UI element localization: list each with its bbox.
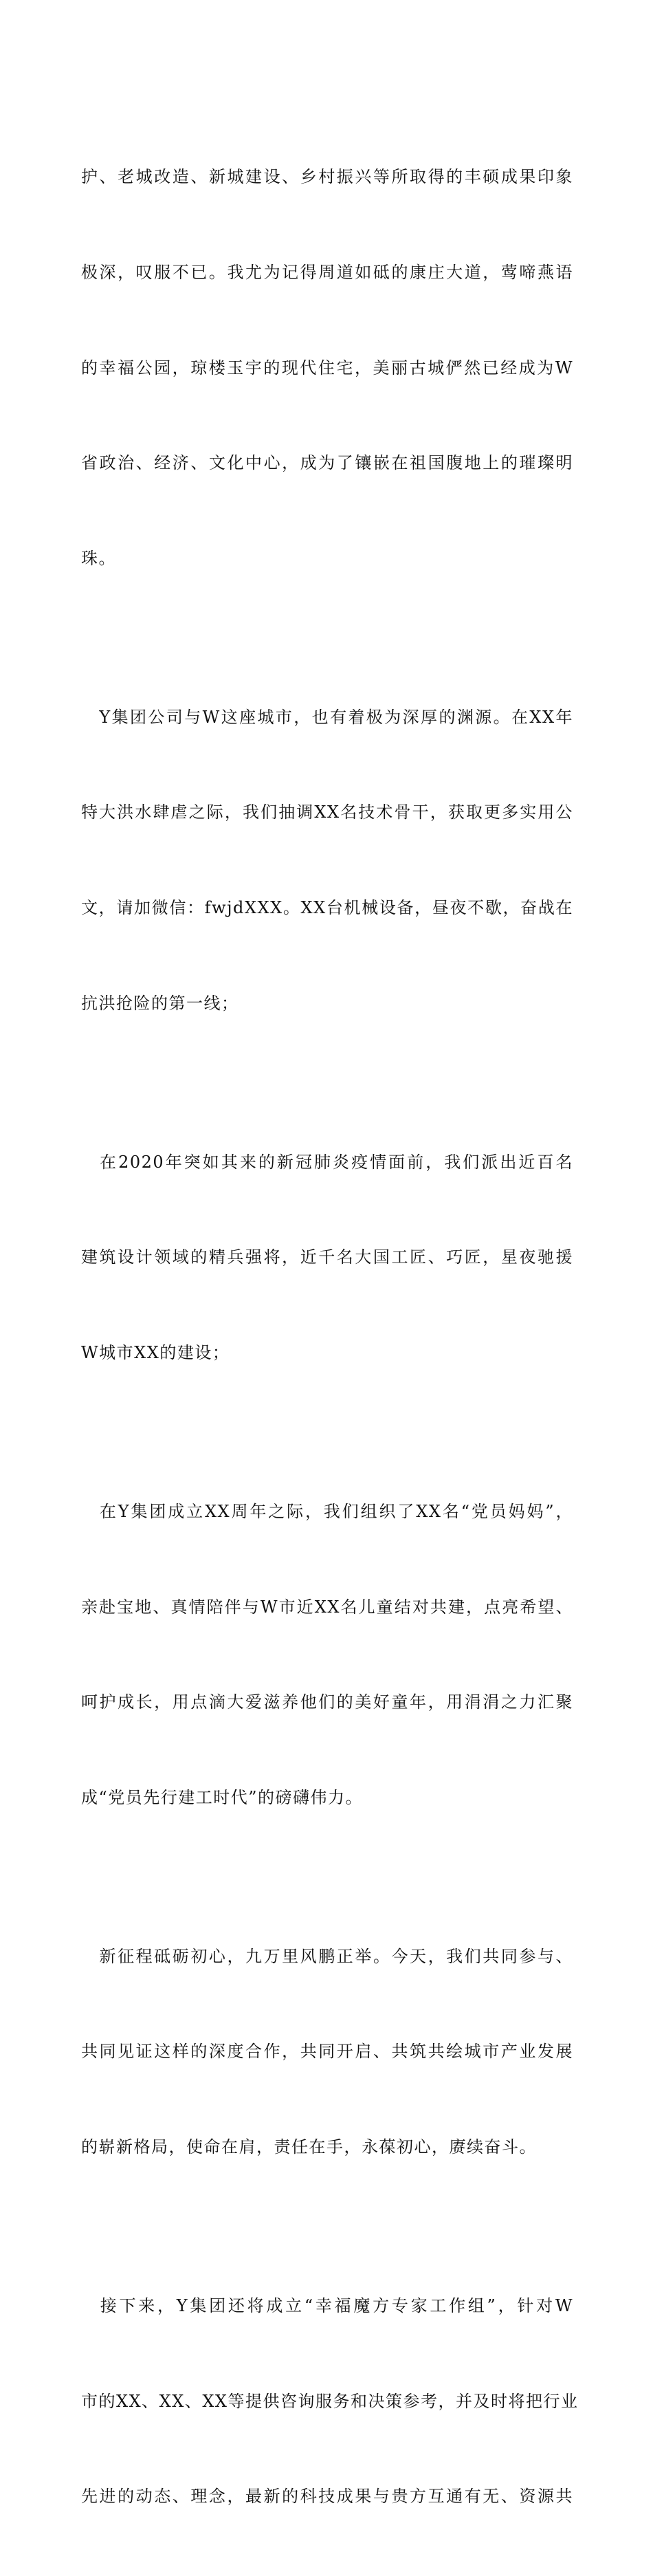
text-line: 先进的动态、理念，最新的科技成果与贵方互通有无、资源共 (81, 2487, 573, 2507)
text-line: W城市XX的建设； (81, 1342, 230, 1362)
text-line: 接下来，Y集团还将成立“幸福魔方专家工作组”，针对W (81, 2296, 573, 2316)
document-body (81, 98, 579, 2576)
text-line: 在2020年突如其来的新冠肺炎疫情面前，我们派出近百名 (81, 1152, 573, 1172)
text-line: 护、老城改造、新城建设、乡村振兴等所取得的丰硕成果印象 (81, 167, 573, 187)
text-line: 共同见证这样的深度合作，共同开启、共筑共绘城市产业发展 (81, 2042, 573, 2062)
paragraph-6 (81, 2227, 579, 2576)
text-line: 的崭新格局，使命在肩，责任在手，永葆初心，赓续奋斗。 (81, 2137, 537, 2157)
paragraph-4 (81, 1432, 573, 1877)
text-line: 的幸福公园，琼楼玉宇的现代住宅，美丽古城俨然已经成为W (81, 358, 573, 378)
paragraph-5 (81, 1877, 573, 2226)
text-line: 市的XX、XX、XX等提供咨询服务和决策参考，并及时将把行业 (81, 2391, 579, 2411)
text-line: 在Y集团成立XX周年之际，我们组织了XX名“党员妈妈”， (81, 1501, 573, 1521)
paragraph-2 (81, 637, 573, 1082)
paragraph-1 (81, 98, 573, 637)
text-line: 省政治、经济、文化中心，成为了镶嵌在祖国腹地上的璀璨明 (81, 453, 573, 473)
text-line: 抗洪抢险的第一线； (81, 993, 239, 1013)
text-line: 新征程砥砺初心，九万里风鹏正举。今天，我们共同参与、 (81, 1946, 573, 1966)
text-line: 亲赴宝地、真情陪伴与W市近XX名儿童结对共建，点亮希望、 (81, 1597, 573, 1617)
paragraph-3 (81, 1082, 573, 1432)
text-line: 建筑设计领域的精兵强将，近千名大国工匠、巧匠，星夜驰援 (81, 1247, 573, 1267)
text-line: 珠。 (81, 548, 116, 568)
text-line: 极深，叹服不已。我尤为记得周道如砥的康庄大道，莺啼燕语 (81, 263, 573, 283)
text-line: 成“党员先行建工时代”的磅礴伟力。 (81, 1787, 364, 1807)
text-line: Y集团公司与W这座城市，也有着极为深厚的渊源。在XX年 (81, 707, 573, 727)
text-line: 特大洪水肆虐之际，我们抽调XX名技术骨干，获取更多实用公 (81, 803, 573, 822)
text-line: 文，请加微信：fwjdXXX。XX台机械设备，昼夜不歇，奋战在 (81, 898, 573, 918)
text-line: 呵护成长，用点滴大爱滋养他们的美好童年，用涓涓之力汇聚 (81, 1692, 573, 1712)
